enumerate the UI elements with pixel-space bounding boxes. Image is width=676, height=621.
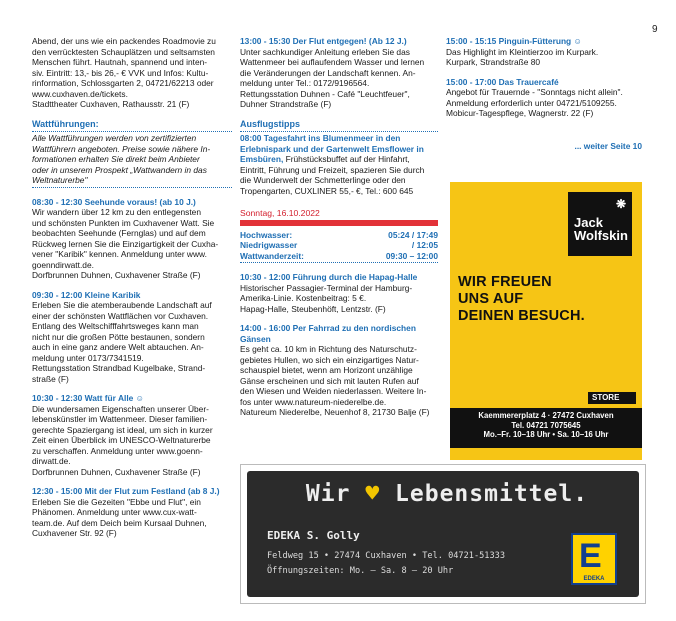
logo-text: EDEKA	[583, 576, 605, 582]
text-line: formationen erhalten Sie direkt beim Anbieter	[32, 154, 200, 164]
text-line: Wattenmeer bei auflaufendem Wasser und lernen	[240, 57, 425, 67]
store-name: EDEKA S. Golly	[267, 529, 360, 542]
slogan-line: UNS AUF	[458, 291, 524, 307]
event-entry	[32, 290, 232, 385]
text-line: beobachten Seehunde (Fernglas) und auf dem	[32, 228, 206, 238]
text-line: die Veränderungen der Landschaft kennen. An-	[240, 67, 416, 78]
column-1	[32, 36, 232, 539]
text-line: nicht nur die großen Pötte bestaunen, sondern	[32, 331, 205, 342]
event-title: 08:30 - 12:30 Seehunde voraus! (ab 10 J.)	[32, 196, 196, 207]
text-line: Weltnaturerbe"	[32, 175, 88, 185]
headline-text: Wir	[305, 481, 351, 507]
text-line: Angebot für Trauernde - "Sonntags nicht allein".	[446, 87, 623, 97]
text-line: Frühstücksbuffet auf der Hinfahrt,	[283, 154, 410, 164]
store-info	[450, 408, 642, 448]
text-line: Erleben Sie die Gezeiten "Ebbe und Flut", ein	[32, 496, 201, 507]
intro-paragraph	[32, 36, 232, 110]
tide-table	[240, 230, 438, 262]
text-line: Mobicur-Tagespflege, Wagnerstr. 22 (F)	[446, 108, 594, 118]
text-line: Unter sachkundiger Anleitung erleben Sie das	[240, 46, 410, 57]
text-line: Anmeldung erforderlich unter 04721/5109255.	[446, 97, 617, 108]
ad-headline	[287, 481, 607, 507]
text-line: Es geht ca. 10 km in Richtung des Naturschutz-	[240, 344, 417, 354]
event-entry	[240, 323, 438, 418]
text-line: Hapag-Halle, Steubenhöft, Lentzstr. (F)	[240, 303, 386, 314]
tide-row	[240, 251, 438, 262]
text-line: Tropengarten, CUXLINER 55,- €, Tel.: 600 645	[240, 185, 414, 196]
text-line: die Wunderwelt der Schmetterlinge oder den	[240, 175, 406, 185]
text-line: vener "Karibik" kennen. Anmeldung unter www.	[32, 249, 207, 259]
text-line: Cuxhavener Str. 92 (F)	[32, 528, 117, 538]
text-line: Duhner Strandstraße (F)	[240, 99, 332, 109]
tip-title: Erlebnispark und der Gartenwelt Emsflower in	[240, 143, 424, 154]
text-line: dirwatt.de.	[32, 456, 71, 466]
event-title: 10:30 - 12:00 Führung durch die Hapag-Halle	[240, 272, 418, 282]
headline-text: Lebensmittel.	[395, 481, 589, 507]
text-line: Eintritt, Führung und Freizeit, spazieren Sie durch	[240, 164, 425, 175]
tip-entry	[240, 133, 438, 196]
text-line: www.cuxhaven.de/tickets.	[32, 88, 128, 99]
event-entry	[32, 393, 232, 477]
text-line: Stadttheater Cuxhaven, Rathausstr. 21 (F)	[32, 99, 190, 109]
text-line: Kurpark, Strandstraße 80	[446, 57, 541, 67]
text-line: einer der schönsten Wattflächen vor Cuxhaven.	[32, 310, 209, 321]
section-title: Wattführungen:	[32, 118, 99, 129]
logo-text: Jack	[574, 215, 603, 230]
text-line: gerechte Spaziergang ist ideal, um sich in kurzer	[32, 424, 213, 435]
section-intro	[32, 133, 232, 186]
event-title: 12:30 - 15:00 Mit der Flut zum Festland (ab 8 J.)	[32, 486, 220, 496]
event-entry	[446, 77, 642, 119]
text-line: Zeit einen Überblick im UNESCO-Weltnaturerbe	[32, 435, 211, 445]
text-line: goenndirwatt.de.	[32, 259, 94, 270]
edeka-ad	[240, 464, 646, 604]
store-hours: Mo.–Fr. 10–18 Uhr • Sa. 10–16 Uhr	[483, 430, 609, 439]
text-line: lebenskünstler im Wattenmeer. Dieser familien-	[32, 414, 208, 424]
event-title: 15:00 - 17:00 Das Trauercafé	[446, 76, 559, 87]
paw-icon: ❋	[615, 197, 626, 211]
text-line: schauspiel bietet, wenn am Horizont unzählige	[240, 365, 413, 375]
dotted-divider	[32, 131, 232, 132]
text-line: Das Highlight im Kleintierzoo im Kurpark.	[446, 46, 599, 57]
tide-label: Hochwasser:	[240, 229, 293, 240]
text-line: Rettungsstation Strandbad Kugelbake, Strand-	[32, 363, 206, 373]
tide-value: 05:24 / 17:49	[388, 229, 438, 240]
text-line: Dorfbrunnen Duhnen, Cuxhavener Straße (F)	[32, 270, 201, 280]
text-line: den verrücktesten Schauplätzen und seltsamsten	[32, 46, 215, 57]
column-2	[240, 36, 438, 418]
text-line: Historischer Passagier-Terminal der Hamburg-	[240, 282, 413, 293]
jack-wolfskin-logo	[568, 192, 632, 256]
date-bar	[240, 220, 438, 226]
event-title: 14:00 - 16:00 Per Fahrrad zu den nordischen Gänsen	[240, 323, 416, 344]
dotted-divider	[240, 262, 438, 263]
tide-row	[240, 240, 438, 251]
store-phone: Tel. 04721 7075645	[511, 420, 581, 430]
text-line: Erleben Sie die atemberaubende Landschaft auf	[32, 300, 212, 310]
slogan-line: WIR FREUEN	[458, 274, 552, 290]
tide-value: 09:30 – 12:00	[385, 250, 438, 261]
text-line: meldung unter Tel.: 0172/9196564.	[240, 78, 370, 88]
continued-link[interactable]: ... weiter Seite 10	[574, 140, 642, 151]
text-line: siv. Eintritt: 13,- bis 26,- € VVK und Infos: Kultu-	[32, 67, 209, 78]
tip-title: 08:00 Tagesfahrt ins Blumenmeer in den	[240, 133, 401, 143]
page-number: 9	[652, 24, 658, 35]
event-entry	[32, 486, 232, 539]
text-line: Natureum Niederelbe, Neuenhof 8, 21730 Balje (F)	[240, 407, 430, 417]
text-line: oder in unserem Prospekt „Wattwandern in das	[32, 164, 207, 175]
text-line: Rettungsstation Duhnen - Café "Leuchtfeuer",	[240, 88, 410, 99]
tip-title: Emsbüren,	[240, 154, 284, 164]
logo-letter: E	[579, 537, 602, 575]
event-entry	[446, 36, 642, 68]
ad-slogan	[458, 274, 585, 325]
event-title: 10:30 - 12:30 Watt für Alle ☺	[32, 393, 145, 403]
text-line: Wattführern angeboten. Preise sowie nähere In-	[32, 143, 211, 154]
text-line: Alle Wattführungen werden von zertifizierten	[32, 133, 197, 143]
dotted-divider	[240, 131, 438, 132]
text-line: auch in eine ganz andere Welt abtauchen. An-	[32, 342, 204, 352]
tide-row	[240, 230, 438, 241]
text-line: straße (F)	[32, 373, 69, 384]
event-entry	[32, 197, 232, 281]
tide-value: / 12:05	[411, 240, 438, 250]
chalkboard	[247, 471, 639, 597]
tide-label: Niedrigwasser	[240, 240, 298, 250]
text-line: Menschen führt. Hautnah, spannend und inten-	[32, 57, 208, 67]
logo-text: Wolfskin	[574, 228, 628, 243]
store-label: STORE	[588, 392, 636, 404]
date-heading: Sonntag, 16.10.2022	[240, 208, 320, 218]
store-hours: Öffnungszeiten: Mo. – Sa. 8 – 20 Uhr	[267, 566, 454, 576]
text-line: meldung unter 0173/7341519.	[32, 352, 144, 363]
text-line: Die wundersamen Eigenschaften unserer Über-	[32, 403, 209, 414]
text-line: fos unter www.natureum-niederelbe.de.	[240, 396, 387, 407]
text-line: team.de. Auf dem Deich beim Kursaal Duhnen,	[32, 517, 207, 528]
text-line: rinformation, Schlossgarten 2, 04721/62213 oder	[32, 78, 214, 88]
edeka-logo	[571, 533, 617, 585]
event-title: 13:00 - 15:30 Der Flut entgegen! (Ab 12 J.)	[240, 36, 407, 46]
dotted-divider	[32, 187, 232, 188]
text-line: Entlang des Weltschifffahrtsweges kann man	[32, 321, 199, 331]
text-line: und schönsten Punkten im Cuxhavener Watt. Sie	[32, 217, 215, 228]
text-line: Dorfbrunnen Duhnen, Cuxhavener Straße (F)	[32, 466, 201, 477]
event-title: 15:00 - 15:15 Pinguin-Fütterung ☺	[446, 36, 583, 46]
column-3	[446, 36, 642, 151]
event-title: 09:30 - 12:00 Kleine Karibik	[32, 289, 141, 300]
jack-wolfskin-ad	[450, 182, 642, 460]
text-line: gebietes Hullen, wo sich ein einzigartiges Natur-	[240, 354, 419, 365]
text-line: zu verschaffen. Anmeldung unter www.goenn-	[32, 445, 203, 456]
slogan-line: DEINEN BESUCH.	[458, 308, 585, 324]
heart-icon: ♥	[365, 481, 381, 507]
text-line: den Wiesen und Weiden niederlassen. Weitere In-	[240, 386, 427, 396]
text-line: Amerika-Linie. Kostenbeitrag: 5 €.	[240, 293, 367, 303]
tide-label: Wattwanderzeit:	[240, 250, 304, 261]
text-line: Abend, der uns wie ein packendes Roadmovie zu	[32, 36, 216, 46]
text-line: Phänomen. Anmeldung unter www.cux-watt-	[32, 507, 197, 517]
store-address: Kaemmererplatz 4 · 27472 Cuxhaven	[478, 411, 614, 420]
text-line: Rückweg lernen Sie die Einzigartigkeit der Cuxha-	[32, 238, 219, 249]
text-line: Wir wandern über 12 km zu den entlegensten	[32, 207, 201, 217]
section-title: Ausflugstipps	[240, 118, 300, 129]
text-line: Gänse erscheinen und sich mit lauten Rufen auf	[240, 375, 419, 386]
event-entry	[240, 36, 438, 110]
event-entry	[240, 272, 438, 314]
store-address: Feldweg 15 • 27474 Cuxhaven • Tel. 04721-51333	[267, 551, 505, 561]
